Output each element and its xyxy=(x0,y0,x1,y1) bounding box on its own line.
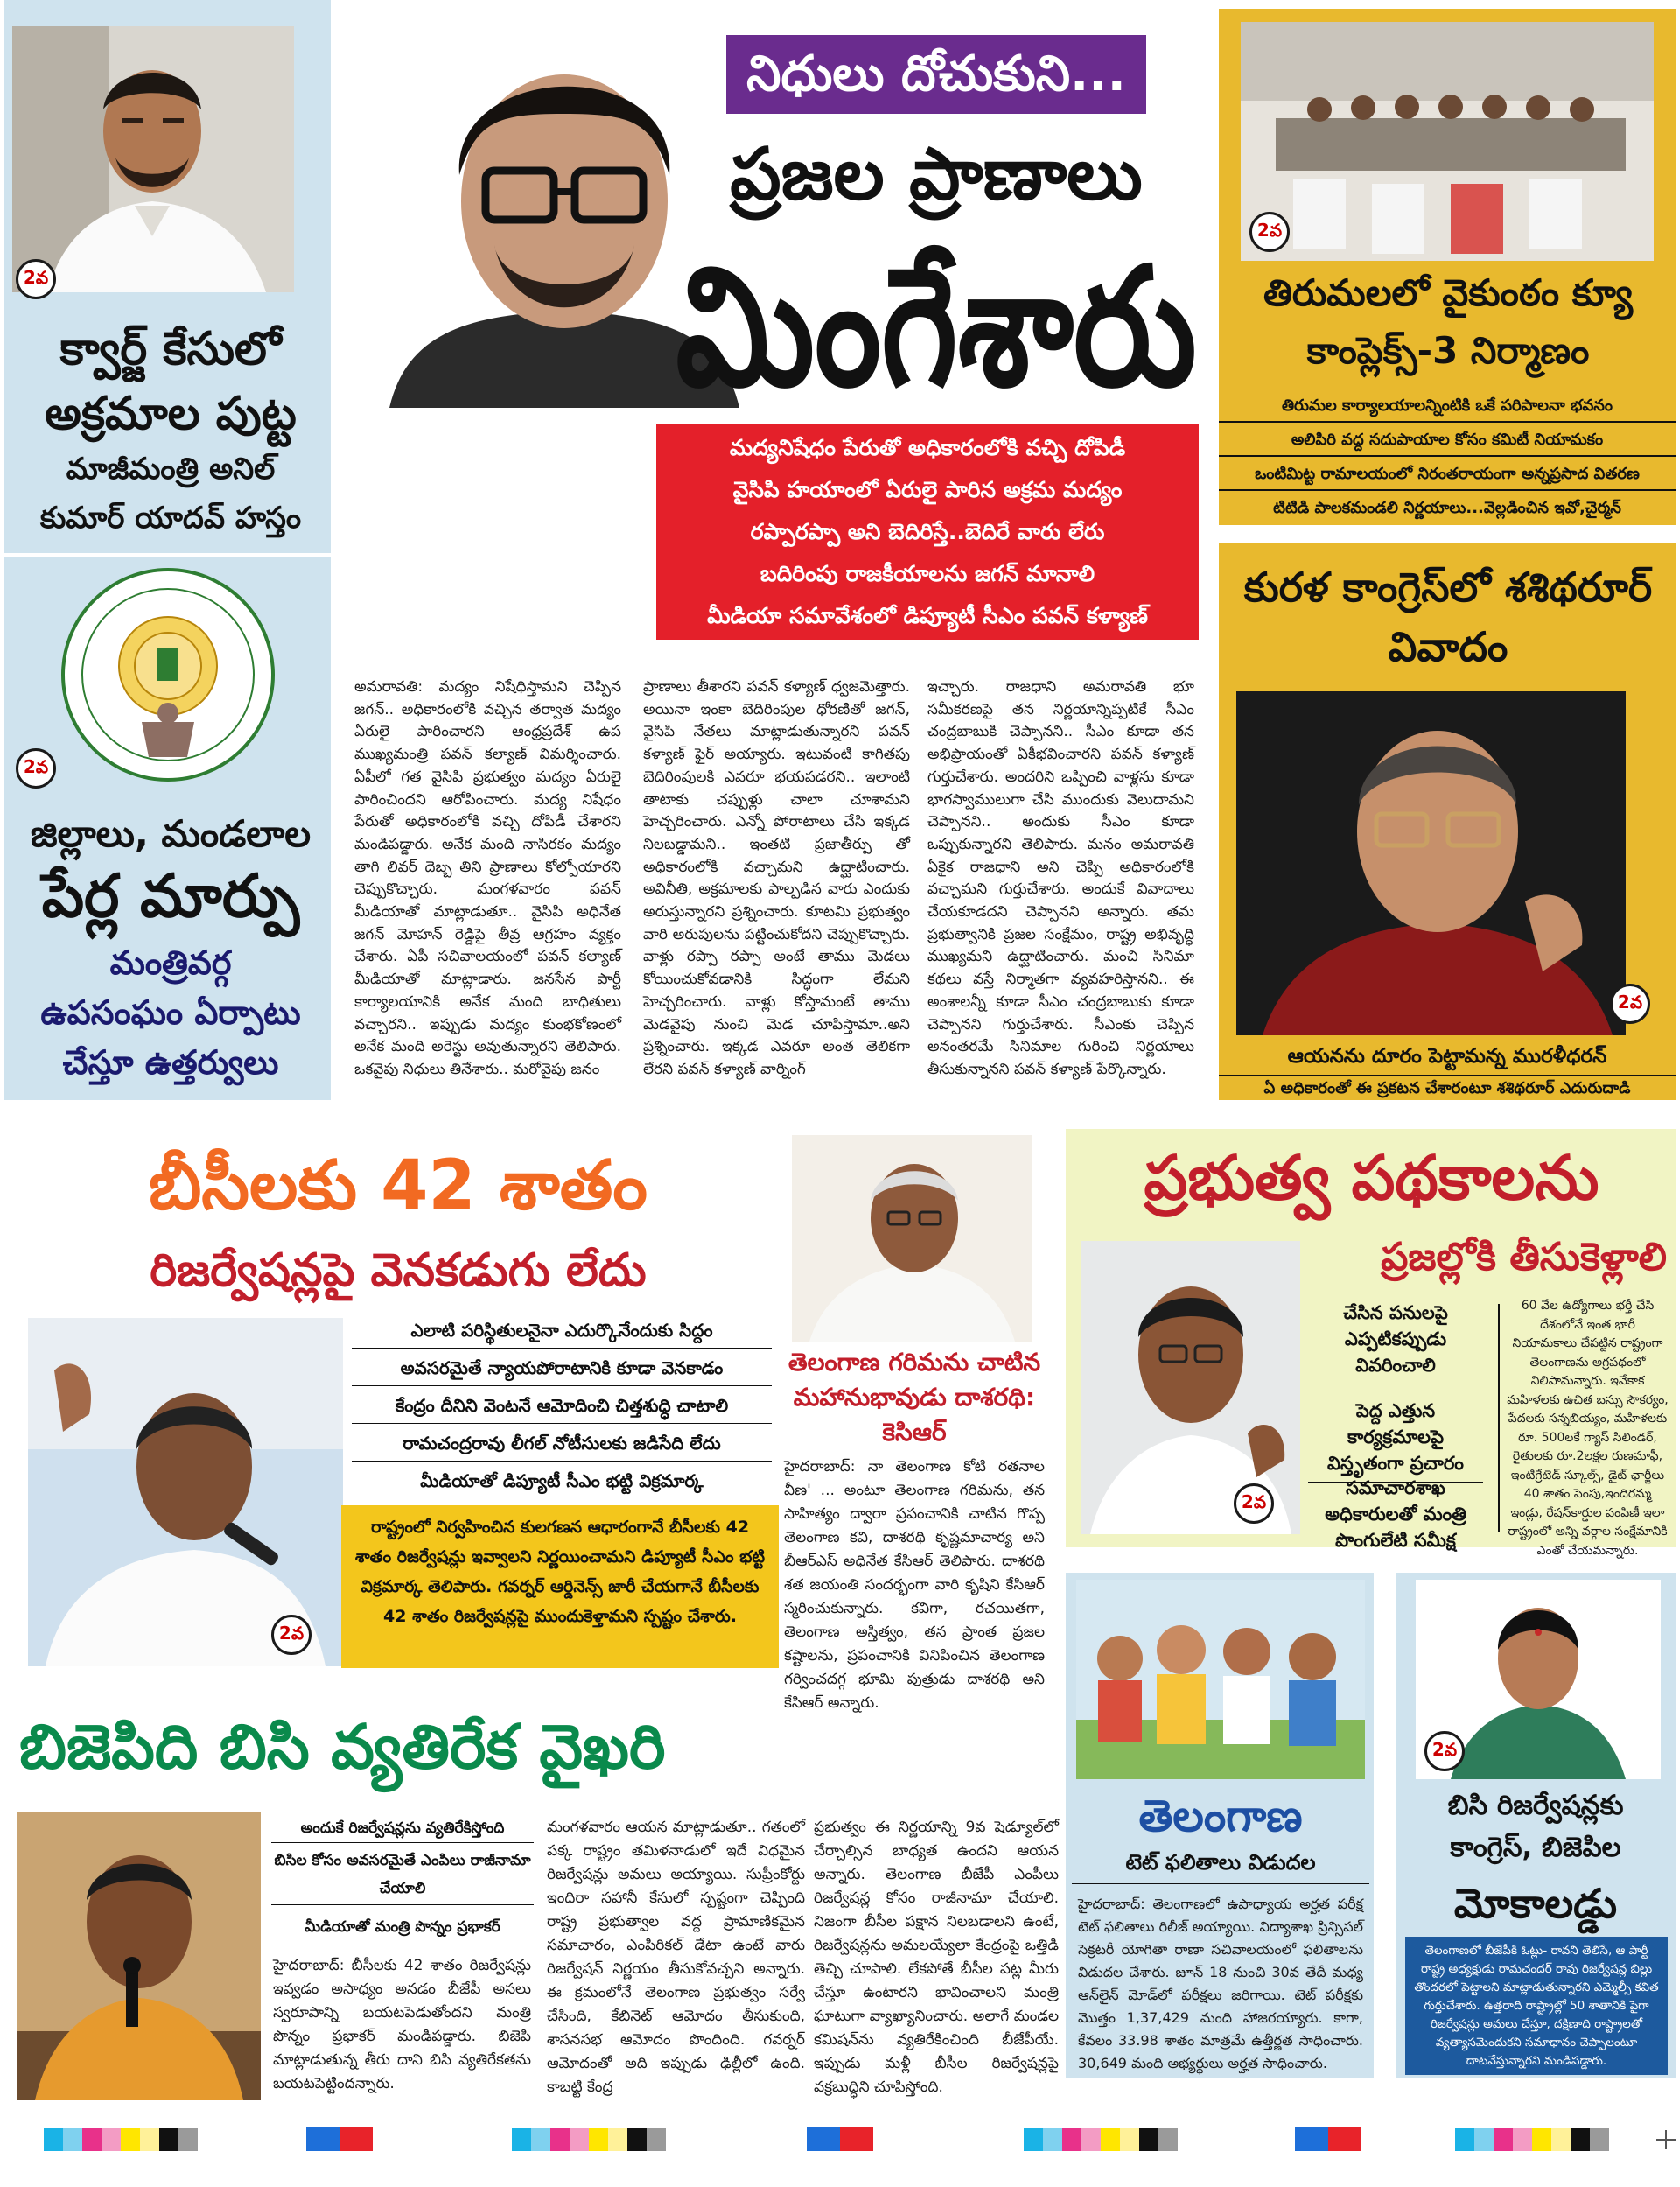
page-reference-badge: 2వ xyxy=(1424,1731,1465,1771)
schemes-headline: ప్రభుత్వ పథకాలను xyxy=(1144,1142,1600,1214)
pawan-kicker: నిధులు దోచుకుని... xyxy=(746,46,1126,102)
yellow-patch xyxy=(1551,2128,1571,2151)
bhatti-vikramarka-speaking-photo xyxy=(28,1318,343,1666)
pawan-summary-line: రప్పారప్పా అని బెదిరిస్తే..బెదిరే వారు లేరు xyxy=(750,519,1105,544)
color-registration-bar xyxy=(1455,2128,1609,2151)
black-patch xyxy=(1571,2128,1590,2151)
kavitha-headline-line3: మోకాలడ్డు xyxy=(1453,1880,1618,1927)
pawan-body-column: అమరావతి: మద్యం నిషేధిస్తామని చెప్పిన జగన్.. అధికారంలోకి వచ్చిన తర్వాత మద్యం ఏరులై పారించారని ఆంధ్రప్రదేశ్ ఉప ముఖ్యమంత్రి పవన్ కల్యాణ్ విమర్శించారు. ఏపీలో గత వైసిపి ప్రభుత్వం మద్యం ఏరులై పారించిందని ఆరోపించారు. మద్య నిషేధం పేరుతో అధికారంలోకి వచ్చి దోపిడీ చేశారని మండిపడ్డారు. అనేక మంది నాసిరకం మద్యం తాగి లివర్ దెబ్బ తిని ప్రాణాలు కోల్పోయారని చెప్పుకొచ్చారు. మంగళవారం పవన్ మీడియాతో మాట్లాడుతూ.. వైసిపి అధినేత జగన్ మోహన్ రెడ్డిపై తీవ్ర ఆగ్రహం వ్యక్తం చేశారు. ఏపీ సచివాలయంలో పవన్ కల్యాణ్ మీడియాతో మాట్లాడారు. జనసేన పార్టీ కార్యాలయానికి అనేక మంది బాధితులు వచ్చారని.. ఇప్పుడు మద్యం కుంభకోణంలో అనేక మంది అరెస్టు అవుతున్నారని తెలిపారు. ఒకవైపు నిధులు తినేశారు.. మరోవైపు జనం xyxy=(354,678,621,1078)
cyan-patch xyxy=(531,2128,550,2151)
districts-subhead: మంత్రివర్గ ఉపసంఘం ఏర్పాటు చేస్తూ ఉత్తర్వులు xyxy=(40,943,301,1082)
bc-headline-line1: బీసీలకు 42 శాతం xyxy=(149,1146,648,1225)
black-patch xyxy=(647,2128,666,2151)
black-patch xyxy=(178,2128,198,2151)
black-patch xyxy=(159,2128,178,2151)
yellow-patch xyxy=(1120,2128,1139,2151)
bc-point: రామచంద్రరావు లీగల్ నోటీసులకు జడిసేది లేదు xyxy=(352,1426,772,1462)
cyan-patch xyxy=(1474,2128,1494,2151)
yellow-patch xyxy=(140,2128,159,2151)
cyan-patch xyxy=(1024,2128,1043,2151)
black-patch xyxy=(1139,2128,1158,2151)
pawan-kicker-box xyxy=(726,35,1146,114)
black-patch xyxy=(1158,2128,1178,2151)
color-registration-bar xyxy=(1024,2128,1178,2151)
tet-subhead: టెట్ ఫలితాలు విడుదల xyxy=(1072,1847,1369,1884)
kerala-headline: కురళ కాంగ్రెస్‌లో శశిథరూర్ వివాదం xyxy=(1243,564,1653,670)
cyan-patch xyxy=(1455,2128,1474,2151)
bjp-body-column: మంగళవారం ఆయన మాట్లాడుతూ.. గతంలో పక్క రాష్ట్రం తమిళనాడులో ఇదే విధమైన రిజర్వేషన్లు అమలు అయ్యాయి. సుప్రీంకోర్టు ఇందిరా సహానీ కేసులో స్పష్టంగా చెప్పింది రాష్ట్ర ప్రభుత్వాల వద్ద ప్రామాణికమైన సమాచారం, ఎంపిరికల్ డేటా ఉంటే వారు రిజర్వేషన్ నిర్ణయం తీసుకోవచ్చని అన్నారు. ఈ క్రమంలోనే తెలంగాణ ప్రభుత్వం సర్వే చేసింది, కేబినెట్ ఆమోదం తీసుకుంది, శాసనసభ ఆమోదం పొందింది. గవర్నర్ ఆమోదంతో అది ఇప్పుడు ఢిల్లీలో ఉంది. కాబట్టి కేంద్ర xyxy=(547,1819,805,2096)
page-reference-badge: 2వ xyxy=(1250,212,1290,252)
black-patch xyxy=(627,2128,647,2151)
schemes-divider-arrow xyxy=(1498,1304,1500,1532)
color-registration-bar xyxy=(512,2128,666,2151)
page-reference-badge: 2వ xyxy=(16,259,56,299)
tirumala-point: టిటిడి పాలకమండలి నిర్ణయాలు...వెల్లడించిన ఇవో,చైర్మన్ xyxy=(1273,499,1621,517)
pawan-summary-line: మద్యనిషేధం పేరుతో అధికారంలోకి వచ్చి దోపిడీ xyxy=(729,435,1126,460)
pawan-summary-line: వైసిపి హయాంలో ఏరులై పారిన అక్రమ మద్యం xyxy=(732,477,1123,502)
bjp-body-column: హైదరాబాద్: బీసీలకు 42 శాతం రిజర్వేషన్లు ఇవ్వడం అసాధ్యం అనడం బీజేపీ అసలు స్వరూపాన్ని బయటపెడుతోందని మంత్రి పొన్నం ప్రభాకర్ మండిపడ్డారు. బిజెపి మాట్లాడుతున్న తీరు దాని బిసి వ్యతిరేకతను బయటపెట్టిందన్నారు. xyxy=(273,1957,531,2092)
yellow-patch xyxy=(589,2128,608,2151)
pawan-summary-line: బదిరింపు రాజకీయాలను జగన్ మానాలి xyxy=(760,561,1096,586)
magenta-patch xyxy=(102,2128,121,2151)
bjp-point: బిసిల కోసం అవసరమైతే ఎంపిలు రాజీనామా చేయాలి xyxy=(271,1847,534,1905)
bjp-point: మీడియాతో మంత్రి పొన్నం ప్రభాకర్ xyxy=(304,1918,500,1936)
schemes-pullquote: పెద్ద ఎత్తున కార్యక్రమాలపై విస్తృతంగా ప్రచారం xyxy=(1308,1398,1483,1483)
anil-headline: క్వార్జ్ కేసులో అక్రమాల పుట్ట xyxy=(45,323,297,440)
kcr-headline: తెలంగాణ గరిమను చాటిన మహానుభావుడు దాశరథి: కెసిఆర్ xyxy=(788,1348,1041,1447)
kerala-subcaption: ఏ అధికారంతో ఈ ప్రకటన చేశారంటూ శశిథరూర్ ఎదురుదాడి xyxy=(1264,1079,1631,1097)
shashi-tharoor-photo xyxy=(1236,691,1626,1035)
tirumala-point: తిరుమల కార్యాలయాలన్నింటికి ఒకే పరిపాలనా భవనం xyxy=(1219,391,1676,423)
pawan-summary-box xyxy=(656,424,1199,640)
schemes-subhead: ప్రజల్లోకి తీసుకెళ్లాలి xyxy=(1381,1235,1667,1279)
kavitha-body: తెలంగాణలో బీజేపీకి ఓట్లు- రావని తెలిసే, ఆ పార్టీ రాష్ట్ర అధ్యక్షుడు రామచందర్ రావు రిజర్వేషన్ల బిల్లు తొందరలో పెట్టాలని మాట్లాడుతున్నారని ఎమ్మెల్సీ కవిత గుర్తుచేశారు. ఉత్తరాది రాష్ట్రాల్లో 50 శాతానికి పైగా రిజర్వేషన్లు అమలు చేస్తూ, దక్షిణాది రాష్ట్రాలతో వ్యత్యాసమెందుకని సమాధానం చెప్పాలంటూ దాటవేస్తున్నారని మండిపడ్డారు. xyxy=(1405,1937,1668,2075)
ponnam-prabhakar-photo xyxy=(18,1812,261,2100)
cyan-patch xyxy=(63,2128,82,2151)
crop-mark xyxy=(1665,2130,1667,2149)
magenta-patch xyxy=(1062,2128,1082,2151)
tirumala-point: అలిపిరి వద్ద సదుపాయాల కోసం కమిటీ నియామకం xyxy=(1219,425,1676,457)
magenta-patch xyxy=(1082,2128,1101,2151)
page-reference-badge: 2వ xyxy=(1234,1483,1274,1524)
bc-point: ఎలాటి పరిస్థితులనైనా ఎదుర్కొనేందుకు సిద్దం xyxy=(352,1313,772,1349)
page-reference-badge: 2వ xyxy=(16,748,56,789)
students-group-photo xyxy=(1076,1580,1365,1779)
yellow-patch xyxy=(1101,2128,1120,2151)
districts-headline: పేర్ల మార్పు xyxy=(41,862,300,931)
kerala-caption: ఆయనను దూరం పెట్టామన్న మురళీధరన్ xyxy=(1219,1038,1676,1076)
cyan-patch xyxy=(512,2128,531,2151)
kavitha-headline-line2: కాంగ్రెస్, బిజెపిల xyxy=(1450,1832,1621,1863)
bc-point: అవసరమైతే న్యాయపోరాటానికి కూడా వెనకాడం xyxy=(352,1350,772,1386)
registration-pill xyxy=(807,2127,873,2151)
black-patch xyxy=(1590,2128,1609,2151)
bjp-headline: బిజెపిది బిసి వ్యతిరేక వైఖరి xyxy=(19,1711,666,1783)
tet-body: హైదరాబాద్: తెలంగాణలో ఉపాధ్యాయ అర్హత పరీక్ష టెట్ ఫలితాలు రిలీజ్ అయ్యాయి. విద్యాశాఖ ప్రిన్సిపల్ సెక్రటరీ యోగితా రాణా సచివాలయంలో ఫలితాలను విడుదల చేశారు. జూన్ 18 నుంచి 30వ తేదీ మధ్య ఆన్‌లైన్ మోడ్‌లో పరీక్షలు జరిగాయి. టెట్ పరీక్షకు మొత్తం 1,37,429 మంది హాజరయ్యారు. కాగా, కేవలం 33.98 శాతం మాత్రమే ఉత్తీర్ణత సాధించారు. 30,649 మంది అభ్యర్థులు అర్హత సాధించారు. xyxy=(1078,1896,1363,2071)
pawan-body-column: ఇచ్చారు. రాజధాని అమరావతి భూ సమీకరణపై తన నిర్ణయాన్నిప్పటికే సీఎం చంద్రబాబుకి చెప్పానని.. సీఎం కూడా తన అభిప్రాయంతో ఏకీభవించారని పవన్ కళ్యాణ్ గుర్తుచేశారు. అందరిని ఒప్పించి వాళ్లను కూడా భాగస్వాములుగా చేసి ముందుకు వెలుదామని చెప్పానని.. అందుకు సీఎం కూడా ఒప్పుకున్నారని తెలిపారు. మనం అమరావతి ఏకైక రాజధాని అని చెప్పి అధికారంలోకి వచ్చామని గుర్తుచేశారు. అందుకే వివాదాలు చేయకూడదని చెప్పానని అన్నారు. తమ ప్రభుత్వానికి ప్రజల సంక్షేమం, రాష్ట్ర అభివృద్ధి ముఖ్యమని ఉద్ఘాటించారు. మంచి సినిమా కథలు వస్తే నిర్మాతగా వ్యవహరిస్తానని.. ఈ అంశాలన్నీ కూడా సీఎం చంద్రబాబుకు కూడా చెప్పానని గుర్తుచేశారు. సీఎంకు చెప్పిన అనంతరమే సినిమాల గురించి నిర్ణయాలు తీసుకున్నానని పవన్ కళ్యాణ్ పేర్కొన్నారు. xyxy=(928,678,1194,1078)
yellow-patch xyxy=(608,2128,627,2151)
magenta-patch xyxy=(82,2128,102,2151)
tet-headline: తెలంగాణ xyxy=(1138,1791,1303,1841)
pawan-headline-line2: మింగేశారు xyxy=(676,233,1197,424)
cyan-patch xyxy=(44,2128,63,2151)
pawan-summary-line: మీడియా సమావేశంలో డిప్యూటీ సీఎం పవన్ కళ్యాణ్ xyxy=(707,603,1148,628)
pawan-headline-line1: ప్రజల ప్రాణాలు xyxy=(730,133,1143,216)
magenta-patch xyxy=(1513,2128,1532,2151)
page-reference-badge: 2వ xyxy=(271,1615,312,1655)
kcr-body: హైదరాబాద్: నా తెలంగాణ కోటి రతనాల వీణ' ... అంటూ తెలంగాణ గరిమను, తన సాహిత్యం ద్వారా ప్రపంచానికి చాటిన గొప్ప తెలంగాణ కవి, దాశరథి కృష్ణమాచార్య అని బీఆర్ఎస్ అధినేత కేసిఆర్ తెలిపారు. దాశరథి శత జయంతి సందర్భంగా వారి కృషిని కేసిఆర్ స్మరించుకున్నారు. కవిగా, రచయితగా, తెలంగాణ అస్తిత్వం, తన ప్రాంత ప్రజల కష్టాలను, ప్రపంచానికి వినిపించిన తెలంగాణ గర్వించదగ్గ భూమి పుత్రుడు దాశరథి అని కేసిఆర్ అన్నారు. xyxy=(784,1458,1045,1712)
ttd-board-meeting-photo xyxy=(1241,22,1654,261)
magenta-patch xyxy=(570,2128,589,2151)
registration-pill xyxy=(306,2127,373,2151)
tirumala-point: ఒంటిమిట్ట రామాలయంలో నిరంతరాయంగా అన్నప్రసాద వితరణ xyxy=(1219,459,1676,491)
schemes-pullquote: సమాచారశాఖ అధికారులతో మంత్రి పొంగులేటి సమీక్ష xyxy=(1325,1477,1466,1551)
bc-point: కేంద్రం దీనిని వెంటనే ఆమోదించి చిత్తశుద్ధి చాటాలి xyxy=(352,1388,772,1424)
schemes-body: 60 వేల ఉద్యోగాలు భర్తీ చేసి దేశంలోనే ఇంత భారీ నియామకాలు చేపట్టిన రాష్ట్రంగా తెలంగాణను అగ్రపథంలో నిలిపామన్నారు. ఇవేకాక మహిళలకు ఉచిత బస్సు సౌకర్యం, పేదలకు సన్నబియ్యం, మహిళలకు రూ. 500లకే గ్యాస్ సిలిండర్, రైతులకు రూ.2లక్షల రుణమాఫీ, ఇంటిగ్రేటెడ్ స్కూల్స్, డైట్ ఛార్జీలు 40 శాతం పెంపు,ఇందిరమ్మ ఇండ్లు, రేషన్‌కార్డుల పంపిణీ ఇలా రాష్ట్రంలో అన్ని వర్గాల సంక్షేమానికి ఎంతో చేయమన్నారు. xyxy=(1507,1299,1669,1558)
page-reference-badge: 2వ xyxy=(1610,984,1650,1024)
yellow-patch xyxy=(1532,2128,1551,2151)
kavitha-headline-line1: బిసి రిజర్వేషన్లకు xyxy=(1447,1790,1624,1821)
kcr-photo xyxy=(792,1135,1032,1342)
bc-lead: రాష్ట్రంలో నిర్వహించిన కులగణన ఆధారంగానే బీసీలకు 42 శాతం రిజర్వేషన్లు ఇవ్వాలని నిర్ణయించామని డిప్యూటీ సీఎం భట్టి విక్రమార్క తెలిపారు. గవర్నర్ ఆర్డినెన్స్ జారీ చేయగానే బీసీలకు 42 శాతం రిజర్వేషన్లపై ముందుకెళ్తామని స్పష్టం చేశారు. xyxy=(341,1505,779,1668)
anil-subhead: మాజీమంత్రి అనిల్ కుమార్ యాదవ్ హస్తం xyxy=(39,452,302,536)
registration-pill xyxy=(1295,2127,1362,2151)
anil-kumar-yadav-photo xyxy=(12,26,294,292)
magenta-patch xyxy=(1494,2128,1513,2151)
bc-headline-line2: రిజర్వేషన్లపై వెనకడుగు లేదు xyxy=(150,1244,647,1297)
magenta-patch xyxy=(550,2128,570,2151)
schemes-pullquote: చేసిన పనులపై ఎప్పటికప్పుడు వివరించాలి xyxy=(1308,1300,1483,1384)
color-registration-bar xyxy=(44,2128,198,2151)
bjp-point: అందుకే రిజర్వేషన్లను వ్యతిరేకిస్తోంది xyxy=(271,1814,534,1843)
pawan-body-column: ప్రాణాలు తీశారని పవన్ కళ్యాణ్ ధ్వజమెత్తారు. అయినా ఇంకా బెదిరింపుల ధోరణితో జగన్, వైసిపి నేతలు మాట్లాడుతున్నారని పవన్ కళ్యాణ్ ఫైర్ అయ్యారు. ఇటువంటి కాగితపు బెదిరింపులకి ఎవరూ భయపడరని.. ఇలాంటి తాటాకు చప్పుళ్లు చాలా చూశామని హెచ్చరించారు. ఎన్నో పోరాటాలు చేసి ఇక్కడ నిలబడ్డామని.. ఇంతటి ప్రజాతీర్పు తో అధికారంలోకి వచ్చామని ఉద్ఘాటించారు. అవినీతి, అక్రమాలకు పాల్పడిన వారు ఎందుకు అరుస్తున్నారని ప్రశ్నించారు. కూటమి ప్రభుత్వం వారి అరుపులను పట్టించుకోదని చెప్పుకొచ్చారు. వాళ్లు రప్పా రప్పా అంటే తాము మెడలు కోయించుకోవడానికి సిద్ధంగా లేమని హెచ్చరించారు. వాళ్లు కోస్తామంటే తాము మెడవైపు నుంచి మెడ చూపిస్తామా..అని ప్రశ్నించారు. ఇక్కడ ఎవరూ అంత తెలికగా లేరని పవన్ కళ్యాణ్ వార్నింగ్ xyxy=(643,678,910,1078)
cyan-patch xyxy=(1043,2128,1062,2151)
tirumala-headline: తిరుమలలో వైకుంఠం క్యూ కాంప్లెక్స్-3 నిర్మాణం xyxy=(1264,271,1633,372)
districts-kicker: జిల్లాలు, మండలాల xyxy=(30,812,312,855)
government-of-andhra-pradesh-emblem xyxy=(37,564,299,785)
bjp-body-column: ప్రభుత్వం ఈ నిర్ణయాన్ని 9వ షెడ్యూల్‌లో చేర్చాల్సిన బాధ్యత ఉందని ఆయన అన్నారు. తెలంగాణ బీజేపీ ఎంపీలు రిజర్వేషన్ల కోసం రాజీనామా చేయాలి. నిజంగా బీసీల పక్షాన నిలబడాలని ఉంటే, రిజర్వేషన్లను అమలయ్యేలా కేంద్రంపై ఒత్తిడి తెచ్చి చూపాలి. లేకపోతే బీసీల పట్ల మీరు చేస్తూ ఉంటారని భావించాలని మంత్రి ఘాటుగా వ్యాఖ్యానించారు. అలాగే మండల కమిషన్‌ను వ్యతిరేకించింది బీజేపీయే. ఇప్పుడు మళ్లీ బీసీల రిజర్వేషన్లపై వక్రబుద్ధిని చూపిస్తోంది. xyxy=(814,1819,1059,2096)
yellow-patch xyxy=(121,2128,140,2151)
bc-point: మీడియాతో డిప్యూటీ సీఎం భట్టి విక్రమార్క xyxy=(420,1470,704,1491)
